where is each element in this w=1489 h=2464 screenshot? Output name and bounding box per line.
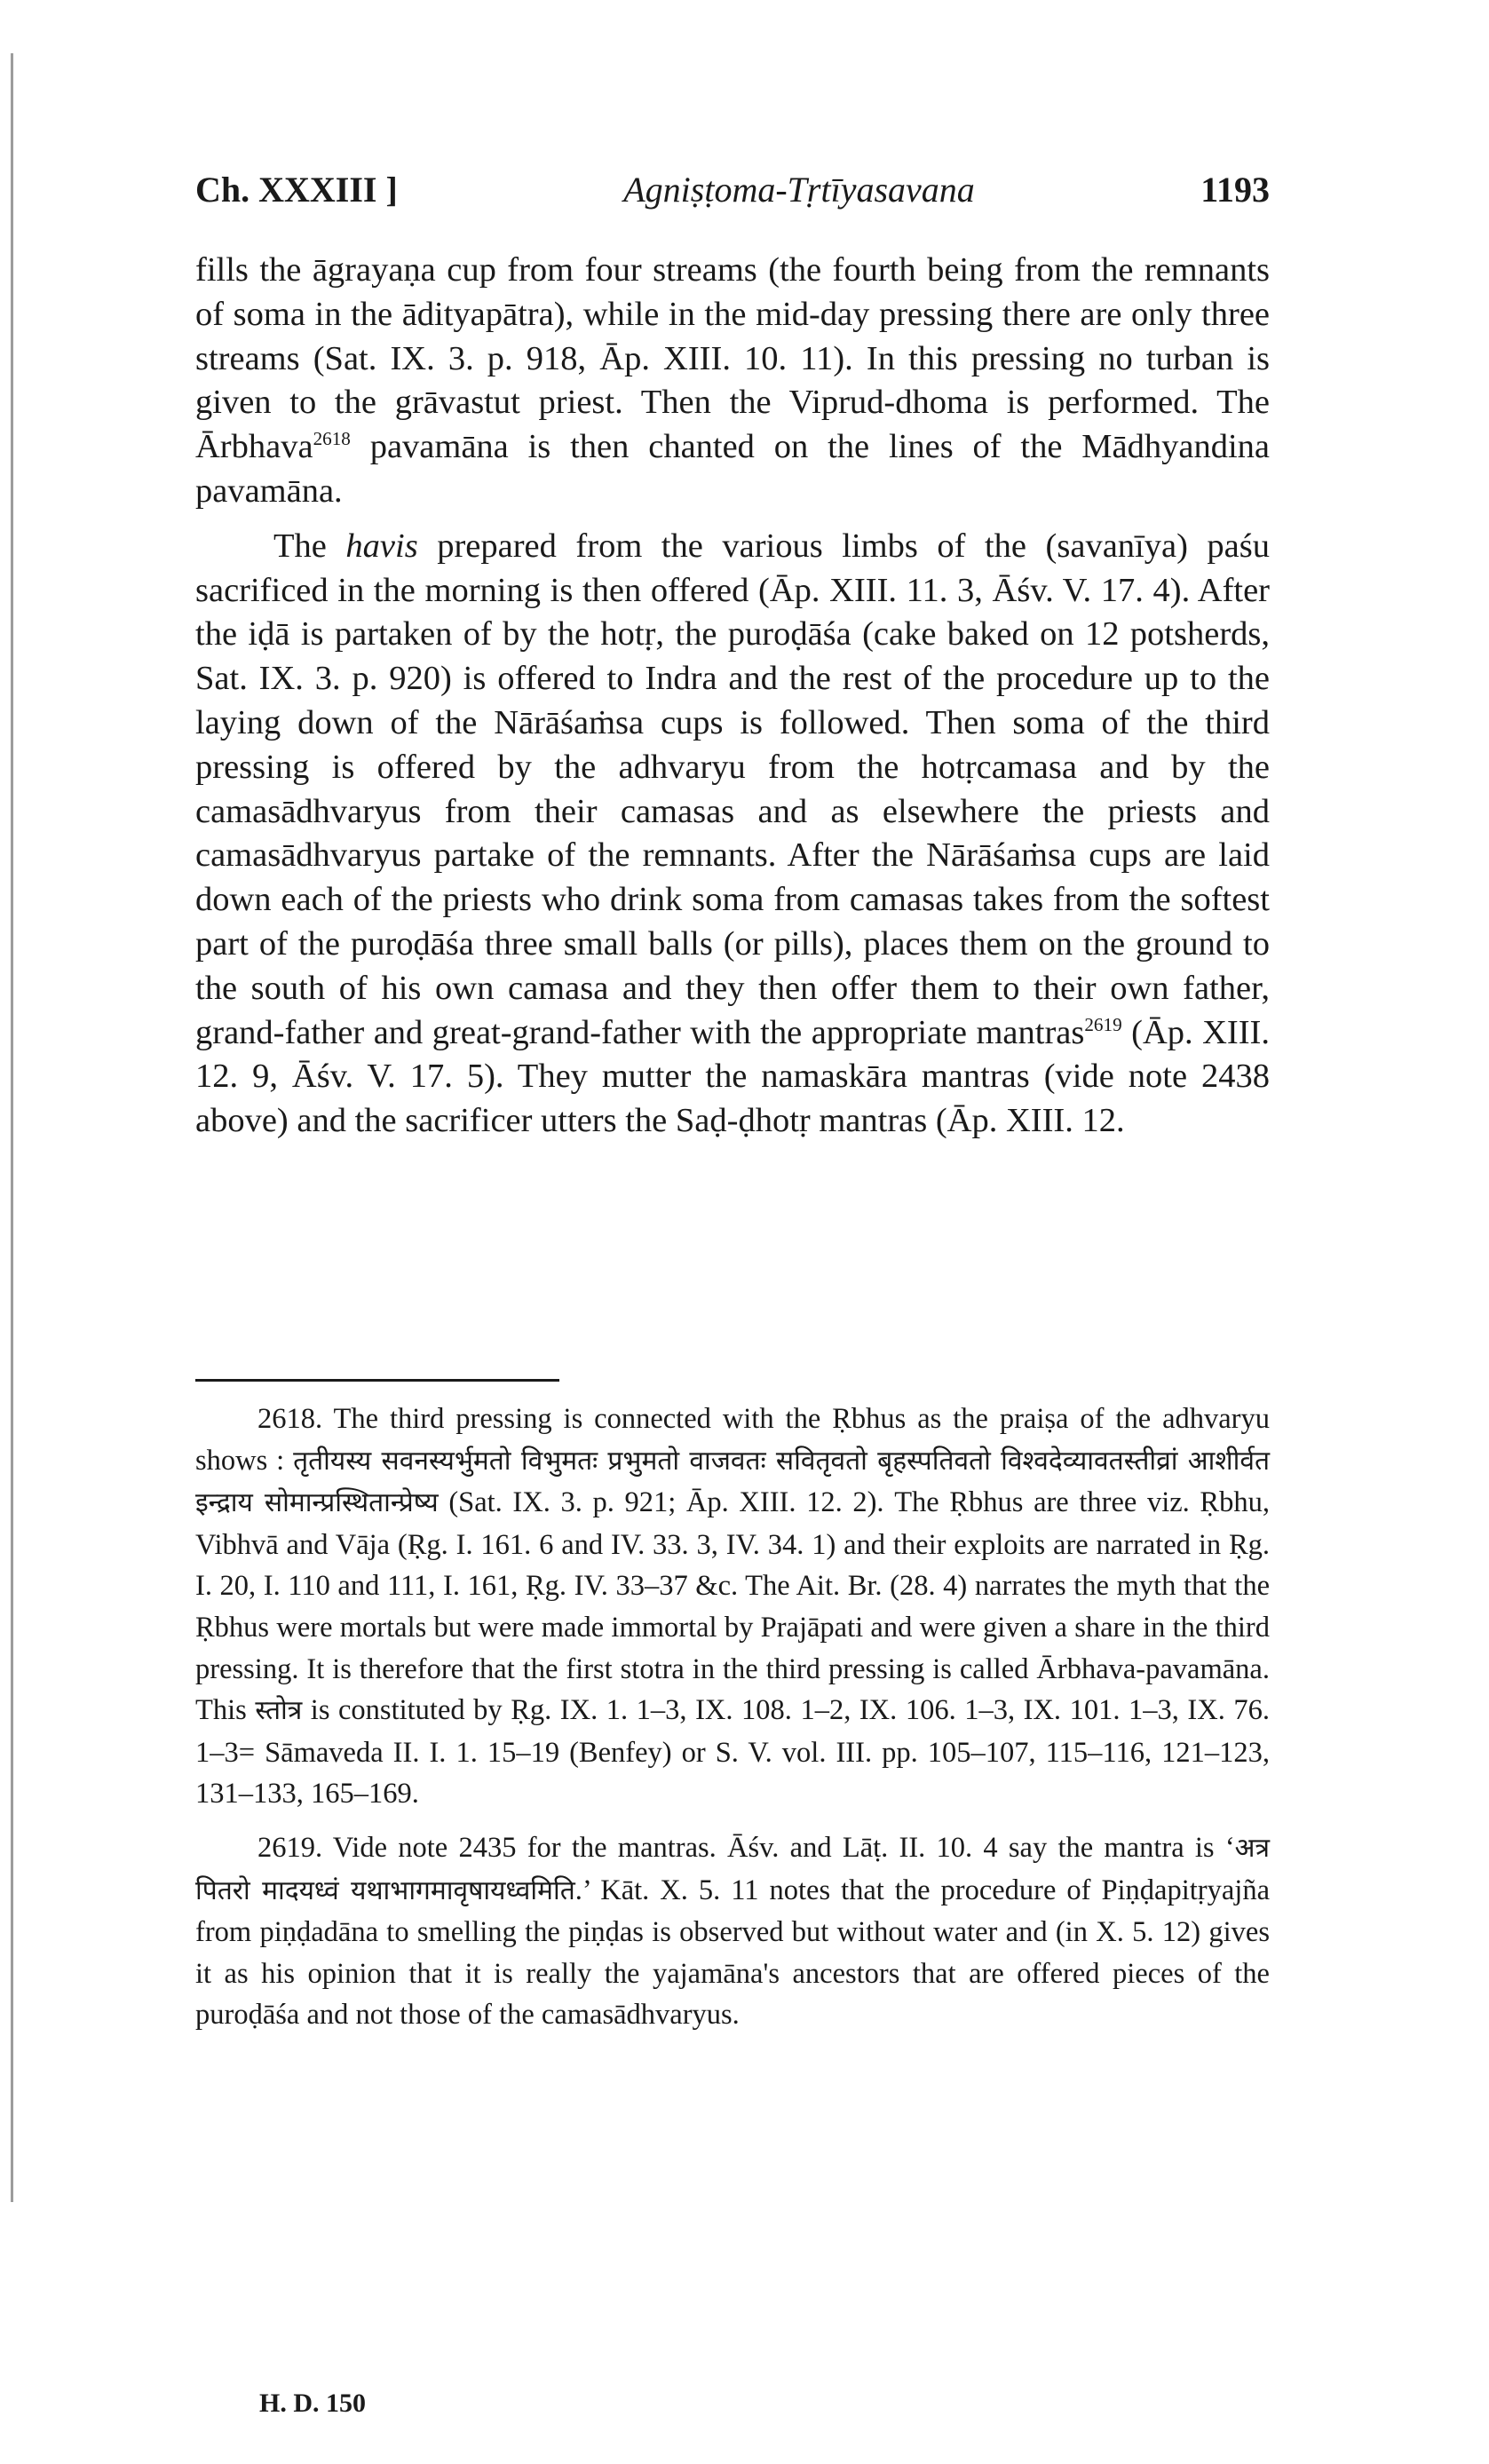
- running-head: [195, 169, 1270, 222]
- footnote-2619: [195, 1827, 1270, 2036]
- footnote-2618-sanskrit-2: स्तोत्र: [255, 1695, 303, 1727]
- paragraph-1: [195, 249, 1270, 514]
- footnote-2618-part-c: is constituted by Ṛg. IX. 1. 1–3, IX. 108. 1–2, IX. 106. 1–3, IX. 101. 1–3, IX. 76. 1–3= Sāmaveda II. I. 1. 15–19 (Benfey) or S. V. vol. III. pp. 105–107, 115–116, 121–123, 131–133, 165–169.: [195, 1694, 1271, 1810]
- footnote-divider: [195, 1379, 559, 1382]
- footnote-2618-sanskrit-1: तृतीयस्य सवनस्यर्भुमतो विभुमतः प्रभुमतो वाजवतः सवितृवतो बृहस्पतिवतो विश्वदेव्यावतस्तीव्रां आशीर्वत इन्द्राय सोमान्प्रस्थितान्प्रेष्य: [195, 1445, 1271, 1519]
- paragraph-2-text: prepared from the various limbs of the (savanīya) paśu sacrificed in the morning is then offered (Āp. XIII. 11. 3, Āśv. V. 17. 4). After the iḍā is partaken of by the hotṛ, the puroḍāśa (cake baked on 12 potsherds, Sat. IX. 3. p. 920) is offered to Indra and the rest of the procedure up to the laying down of the Nārāśaṁsa cups is followed. Then soma of the third pressing is offered by the adhvaryu from the hotṛcamasa and by the camasādhvaryus from their camasas and as elsewhere the priests and camasādhvaryus partake of the remnants. After the Nārāśaṁsa cups are laid down each of the priests who drink soma from camasas takes from the softest part of the puroḍāśa three small balls (or pills), places them on the ground to the south of his own camasa and they then offer them to their own father, grand-father and great-grand-father with the appropriate mantras: [195, 527, 1271, 1051]
- paragraph-2-start: The: [273, 527, 346, 565]
- paragraph-1-end: pavamāna is then chanted on the lines of the Mādhyandina pavamāna.: [195, 428, 1270, 510]
- footnote-ref-2618: 2618: [313, 428, 351, 450]
- havis-term: havis: [345, 527, 418, 565]
- page-number: 1193: [1200, 170, 1270, 210]
- paragraph-2-end: (Āp. XIII. 12. 9, Āśv. V. 17. 5). They mutter the namaskāra mantras (vide note 2438 above) and the sacrificer utters the Saḍ-ḍhotṛ mantras (Āp. XIII. 12.: [195, 1013, 1270, 1140]
- running-title: Agniṣṭoma-Tṛtīyasavana: [623, 170, 975, 210]
- main-text: [195, 249, 1270, 1154]
- footnote-2619-part-b: .’ Kāt. X. 5. 11 notes that the procedure of Piṇḍapitṛyajña from piṇḍadāna to smelling the piṇḍas is observed but without water and (in X. 5. 12) gives it as his opinion that it is really the yajamāna's ancestors that are offered pieces of the puroḍāśa and not those of the camasādhvaryus.: [195, 1874, 1270, 2032]
- footnote-2618-part-b: (Sat. IX. 3. p. 921; Āp. XIII. 12. 2). The Ṛbhus are three viz. Ṛbhu, Vibhvā and Vāja (Ṛg. I. 161. 6 and IV. 33. 3, IV. 34. 1) and their exploits are narrated in Ṛg. I. 20, I. 110 and 111, I. 161, Ṛg. IV. 33–37 &c. The Ait. Br. (28. 4) narrates the myth that the Ṛbhus were mortals but were made immortal by Prajāpati and were given a share in the third pressing. It is therefore that the first stotra in the third pressing is called Ārbhava-pavamāna. This: [195, 1486, 1270, 1727]
- paragraph-2: [195, 525, 1270, 1144]
- chapter-label: Ch. XXXIII ]: [195, 170, 398, 210]
- footnote-2618-part-a: 2618. The third pressing is connected with the Ṛbhus as the praiṣa of the adhvaryu shows :: [195, 1403, 1270, 1477]
- footnote-ref-2619: 2619: [1084, 1013, 1122, 1035]
- footnotes: [195, 1398, 1270, 2048]
- footnote-2618: [195, 1398, 1270, 1815]
- footnote-2619-sanskrit-1: अत्र पितरो मादयध्वं यथाभागमावृषायध्वमिति: [195, 1832, 1270, 1906]
- signature-mark: H. D. 150: [259, 2389, 366, 2418]
- scan-edge-line: [11, 53, 13, 2202]
- footnote-2619-part-a: 2619. Vide note 2435 for the mantras. Āśv. and Lāṭ. II. 10. 4 say the mantra is ‘: [257, 1831, 1235, 1864]
- paragraph-1-text: fills the āgrayaṇa cup from four streams (the fourth being from the remnants of soma in the ādityapātra), while in the mid-day pressing there are only three streams (Sat. IX. 3. p. 918, Āp. XIII. 10. 11). In this pressing no turban is given to the grāvastut priest. Then the Viprud-dhoma is performed. The Ārbhava: [195, 251, 1270, 466]
